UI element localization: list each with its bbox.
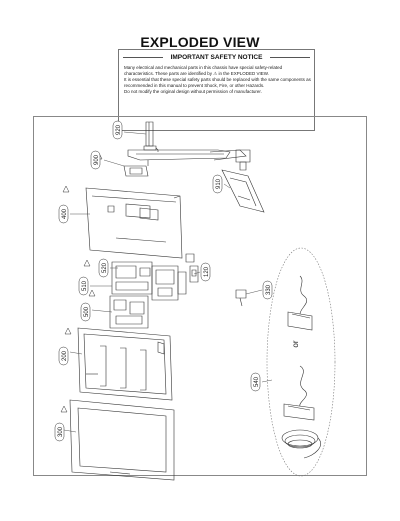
- stand-hinge-part: [124, 150, 246, 176]
- callout-920: [113, 121, 122, 139]
- callout-500: [81, 303, 90, 321]
- notice-paragraph: Do not modify the original design without permission of manufacturer.: [124, 89, 262, 94]
- notice-paragraph: It is essential that these special safety parts should be replaced with the same components as recommended in this manual to prevent Shock, Fire, or other Hazards.: [124, 77, 311, 88]
- screw-part: [236, 290, 246, 306]
- safety-warning-icon: [61, 406, 67, 412]
- callout-510: [79, 277, 88, 295]
- part-label-300: 300: [58, 426, 64, 438]
- leader-lines: [64, 132, 272, 432]
- callout-400: [59, 205, 68, 223]
- part-label-520: 520: [102, 262, 108, 274]
- or-label: or: [291, 340, 300, 348]
- part-label-200: 200: [62, 350, 68, 362]
- callout-330: [263, 281, 272, 299]
- notice-title: IMPORTANT SAFETY NOTICE: [119, 53, 314, 62]
- power-adapter-1: [288, 276, 312, 330]
- safety-warning-icon: [65, 328, 71, 334]
- callout-540: [251, 373, 260, 391]
- middle-frame-part: [78, 328, 172, 400]
- stand-neck-part: [144, 122, 158, 152]
- adapter-group-outline: [267, 248, 335, 476]
- part-label-540: 540: [254, 376, 260, 388]
- safety-warning-icon: [63, 186, 69, 192]
- callout-910: [213, 175, 222, 193]
- back-cover-part: [86, 188, 182, 258]
- safety-warning-icon: [84, 260, 90, 266]
- part-label-400: 400: [62, 208, 68, 220]
- main-board-assembly: [110, 262, 186, 328]
- callout-300: [55, 423, 64, 441]
- callout-520: [99, 259, 108, 277]
- part-label-120: 120: [204, 266, 210, 278]
- stand-base-part: [222, 150, 264, 212]
- part-label-910: 910: [216, 178, 222, 190]
- part-label-330: 330: [266, 284, 272, 296]
- callout-200: [59, 347, 68, 365]
- part-label-900: 900: [94, 154, 100, 166]
- part-label-500: 500: [84, 306, 90, 318]
- safety-warning-icon: [89, 290, 95, 296]
- part-label-510: 510: [82, 280, 88, 292]
- front-bezel-part: [70, 400, 174, 480]
- or-label-group: [291, 340, 300, 347]
- bracket-part: [186, 254, 198, 282]
- power-adapter-2: [284, 366, 314, 420]
- page-title: EXPLODED VIEW: [140, 34, 260, 50]
- callout-120: [201, 263, 210, 281]
- notice-paragraph: Many electrical and mechanical parts in this chassis have special safety-related characteristics. These parts are identified by ⚠ in the EXPLODED VIEW.: [124, 65, 283, 76]
- power-cord-coil: [282, 430, 321, 458]
- callout-900: [91, 151, 100, 169]
- part-label-920: 920: [116, 124, 122, 136]
